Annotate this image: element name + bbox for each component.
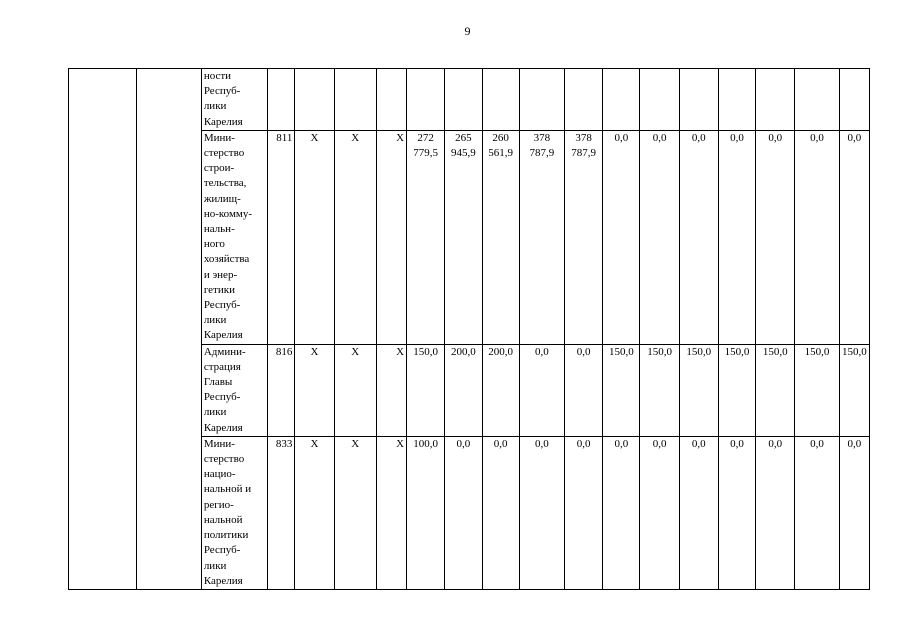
value-cell (407, 69, 445, 131)
value-cell: 0,0 (482, 436, 519, 589)
x-cell: Х (376, 130, 406, 344)
value-cell: 0,0 (679, 436, 718, 589)
value-cell: 272 779,5 (407, 130, 445, 344)
value-cell: 200,0 (445, 344, 482, 436)
value-cell (839, 69, 869, 131)
value-cell: 0,0 (565, 436, 603, 589)
value-cell: 150,0 (839, 344, 869, 436)
org-name-cell: Мини- стерство нацио- нальной и регио- нальной политики Респуб- лики Карелия (201, 436, 267, 589)
x-cell (334, 69, 376, 131)
org-name-cell: Админи- страция Главы Респуб- лики Карелия (201, 344, 267, 436)
value-cell: 378 787,9 (519, 130, 564, 344)
value-cell: 150,0 (718, 344, 755, 436)
x-cell: Х (376, 436, 406, 589)
value-cell: 0,0 (679, 130, 718, 344)
value-cell (603, 69, 640, 131)
x-cell (376, 69, 406, 131)
value-cell: 150,0 (679, 344, 718, 436)
budget-table (68, 68, 870, 590)
value-cell: 0,0 (445, 436, 482, 589)
x-cell: Х (334, 344, 376, 436)
org-name-cell: Мини- стерство строи- тельства, жилищ- но-комму- нальн- ного хозяйства и энер- гетики Респуб- лики Карелия (201, 130, 267, 344)
value-cell (795, 69, 839, 131)
value-cell: 0,0 (795, 130, 839, 344)
value-cell: 378 787,9 (565, 130, 603, 344)
value-cell: 0,0 (718, 130, 755, 344)
value-cell: 265 945,9 (445, 130, 482, 344)
value-cell: 0,0 (839, 436, 869, 589)
page-number: 9 (464, 24, 471, 38)
org-name-cell: ности Респуб- лики Карелия (201, 69, 267, 131)
value-cell: 150,0 (756, 344, 795, 436)
value-cell: 0,0 (795, 436, 839, 589)
value-cell: 150,0 (603, 344, 640, 436)
blank-cell (69, 69, 137, 590)
value-cell (519, 69, 564, 131)
blank-cell (137, 69, 201, 590)
value-cell (445, 69, 482, 131)
code-cell: 816 (268, 344, 295, 436)
value-cell: 0,0 (640, 130, 679, 344)
value-cell (679, 69, 718, 131)
value-cell: 0,0 (603, 130, 640, 344)
x-cell: Х (376, 344, 406, 436)
value-cell: 0,0 (756, 436, 795, 589)
x-cell: Х (334, 130, 376, 344)
value-cell: 0,0 (603, 436, 640, 589)
value-cell: 200,0 (482, 344, 519, 436)
value-cell: 0,0 (839, 130, 869, 344)
code-cell: 811 (268, 130, 295, 344)
x-cell: Х (295, 130, 334, 344)
value-cell (640, 69, 679, 131)
x-cell (295, 69, 334, 131)
value-cell: 0,0 (565, 344, 603, 436)
value-cell: 150,0 (640, 344, 679, 436)
value-cell: 0,0 (519, 436, 564, 589)
code-cell (268, 69, 295, 131)
x-cell: Х (295, 436, 334, 589)
value-cell: 0,0 (718, 436, 755, 589)
value-cell (482, 69, 519, 131)
table-row (69, 69, 870, 131)
value-cell (756, 69, 795, 131)
value-cell: 0,0 (756, 130, 795, 344)
value-cell: 100,0 (407, 436, 445, 589)
value-cell: 260 561,9 (482, 130, 519, 344)
value-cell (718, 69, 755, 131)
value-cell: 150,0 (795, 344, 839, 436)
value-cell: 0,0 (519, 344, 564, 436)
value-cell: 0,0 (640, 436, 679, 589)
value-cell (565, 69, 603, 131)
x-cell: Х (334, 436, 376, 589)
value-cell: 150,0 (407, 344, 445, 436)
x-cell: Х (295, 344, 334, 436)
code-cell: 833 (268, 436, 295, 589)
